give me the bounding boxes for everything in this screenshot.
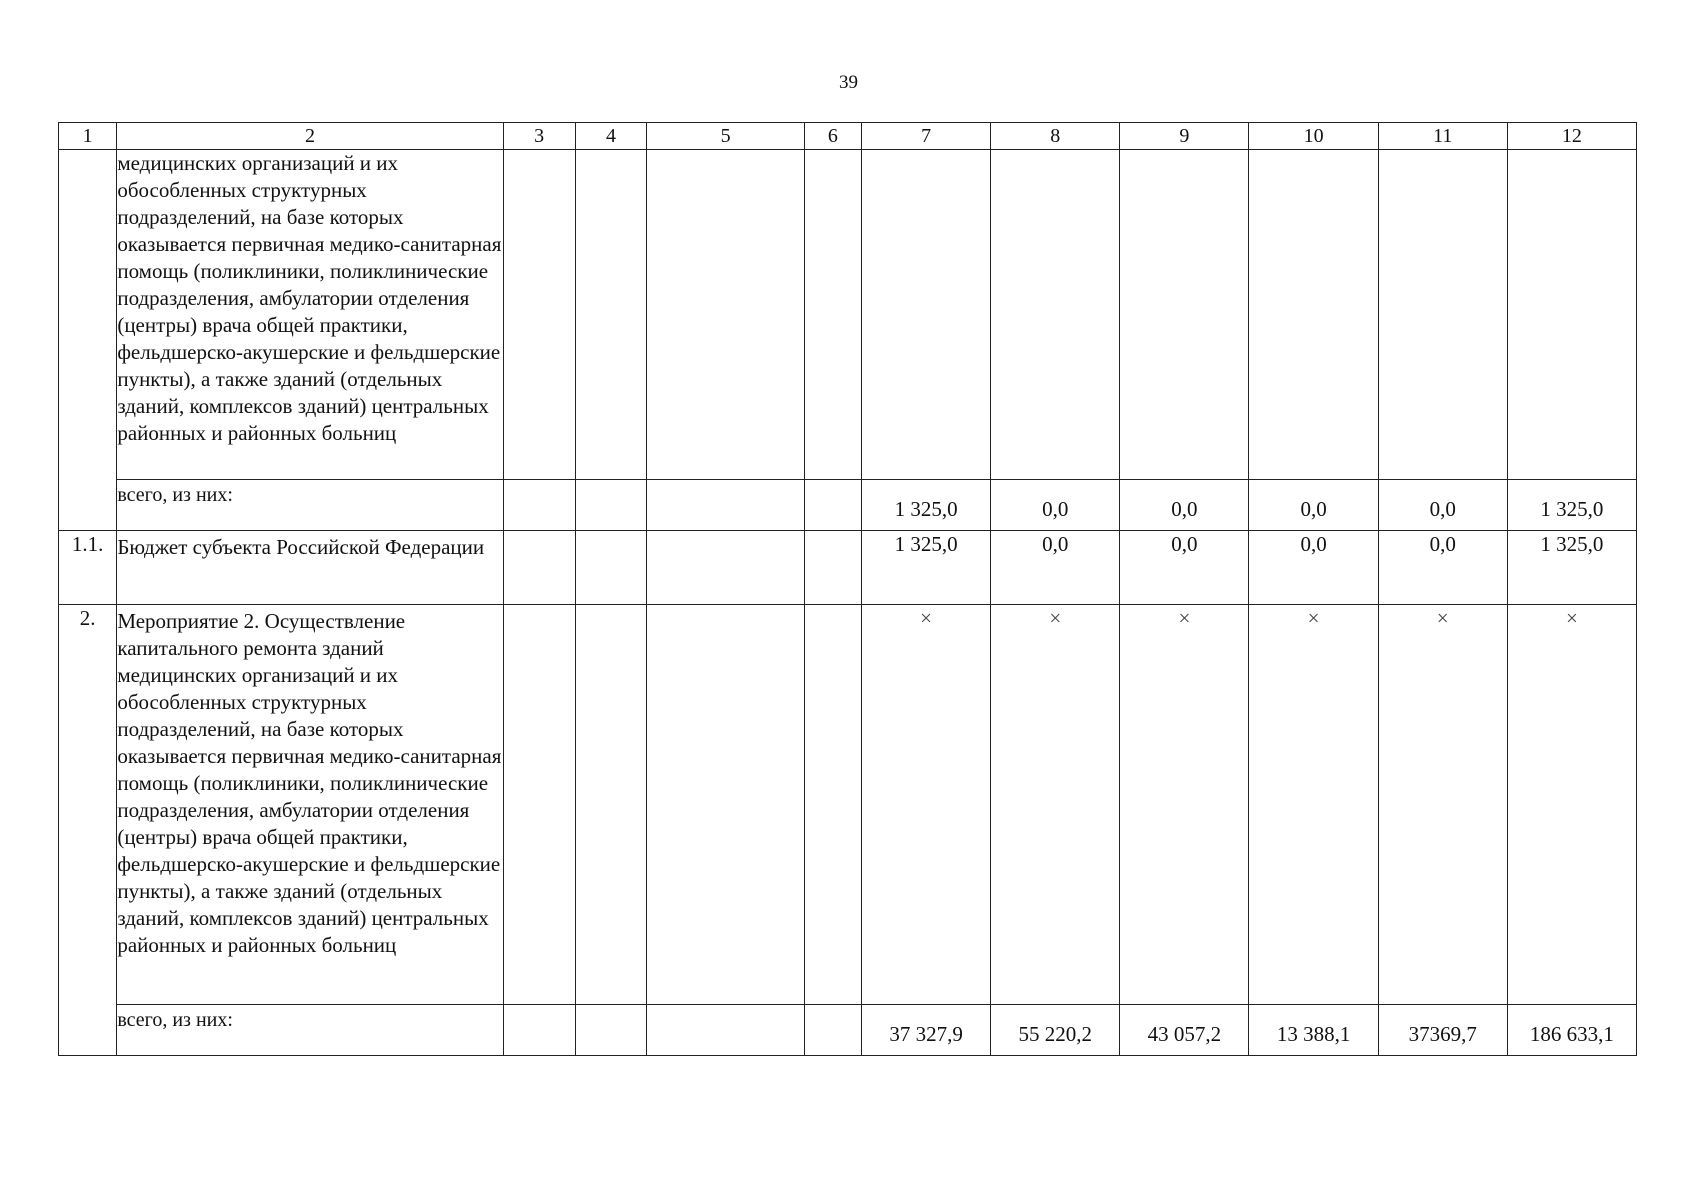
value-cell: 0,0 [1378, 531, 1507, 605]
value-cell: 55 220,2 [991, 1005, 1120, 1056]
not-applicable-mark: × [991, 605, 1120, 1005]
budget-table [58, 122, 1637, 1056]
col-number: 9 [1120, 123, 1249, 150]
col-number: 11 [1378, 123, 1507, 150]
col-number: 12 [1507, 123, 1636, 150]
column-number-row [59, 123, 1637, 150]
col-number: 4 [575, 123, 647, 150]
not-applicable-mark: × [1507, 605, 1636, 1005]
table-row-funding [59, 531, 1637, 605]
value-cell: 1 325,0 [862, 531, 991, 605]
col-number: 1 [59, 123, 117, 150]
total-label: всего, из них: [117, 1005, 503, 1056]
value-cell: 0,0 [1249, 480, 1378, 531]
table-row [59, 605, 1637, 1005]
measure-description: Мероприятие 2. Осуществление капитального ремонта зданий медицинских организаций и их обособленных структурных подразделений, на базе которых оказывается первичная медико-санитарная помощь (поликлиники, поликлинические подразделения, амбулатории отделения (центры) врача общей практики, фельдшерско-акушерские и фельдшерские пункты), а также зданий (отдельных зданий, комплексов зданий) центральных районных и районных больниц [117, 605, 503, 1005]
value-cell: 0,0 [1120, 531, 1249, 605]
value-cell: 13 388,1 [1249, 1005, 1378, 1056]
funding-source-label: Бюджет субъекта Российской Федерации [117, 531, 503, 605]
value-cell: 1 325,0 [862, 480, 991, 531]
value-cell: 0,0 [1249, 531, 1378, 605]
col-number: 3 [503, 123, 575, 150]
col-number: 7 [862, 123, 991, 150]
value-cell: 0,0 [1120, 480, 1249, 531]
total-label: всего, из них: [117, 480, 503, 531]
value-cell: 0,0 [991, 531, 1120, 605]
row-number: 2. [59, 605, 117, 1056]
col-number: 8 [991, 123, 1120, 150]
not-applicable-mark: × [1249, 605, 1378, 1005]
col-number: 10 [1249, 123, 1378, 150]
page-number: 39 [839, 72, 858, 93]
col-number: 2 [117, 123, 503, 150]
not-applicable-mark: × [1378, 605, 1507, 1005]
table-row-total [59, 1005, 1637, 1056]
value-cell: 0,0 [1378, 480, 1507, 531]
row-number-cell [59, 150, 117, 531]
value-cell: 1 325,0 [1507, 480, 1636, 531]
value-cell: 0,0 [991, 480, 1120, 531]
col-number: 5 [647, 123, 804, 150]
not-applicable-mark: × [862, 605, 991, 1005]
col-number: 6 [804, 123, 861, 150]
table-row [59, 150, 1637, 480]
row-number: 1.1. [59, 531, 117, 605]
value-cell: 43 057,2 [1120, 1005, 1249, 1056]
table-row-total [59, 480, 1637, 531]
measure-description: медицинских организаций и их обособленных структурных подразделений, на базе которых оказывается первичная медико-санитарная помощь (поликлиники, поликлинические подразделения, амбулатории отделения (центры) врача общей практики, фельдшерско-акушерские и фельдшерские пункты), а также зданий (отдельных зданий, комплексов зданий) центральных районных и районных больниц [117, 150, 503, 480]
value-cell: 37 327,9 [862, 1005, 991, 1056]
not-applicable-mark: × [1120, 605, 1249, 1005]
value-cell: 186 633,1 [1507, 1005, 1636, 1056]
value-cell: 1 325,0 [1507, 531, 1636, 605]
value-cell: 37369,7 [1378, 1005, 1507, 1056]
